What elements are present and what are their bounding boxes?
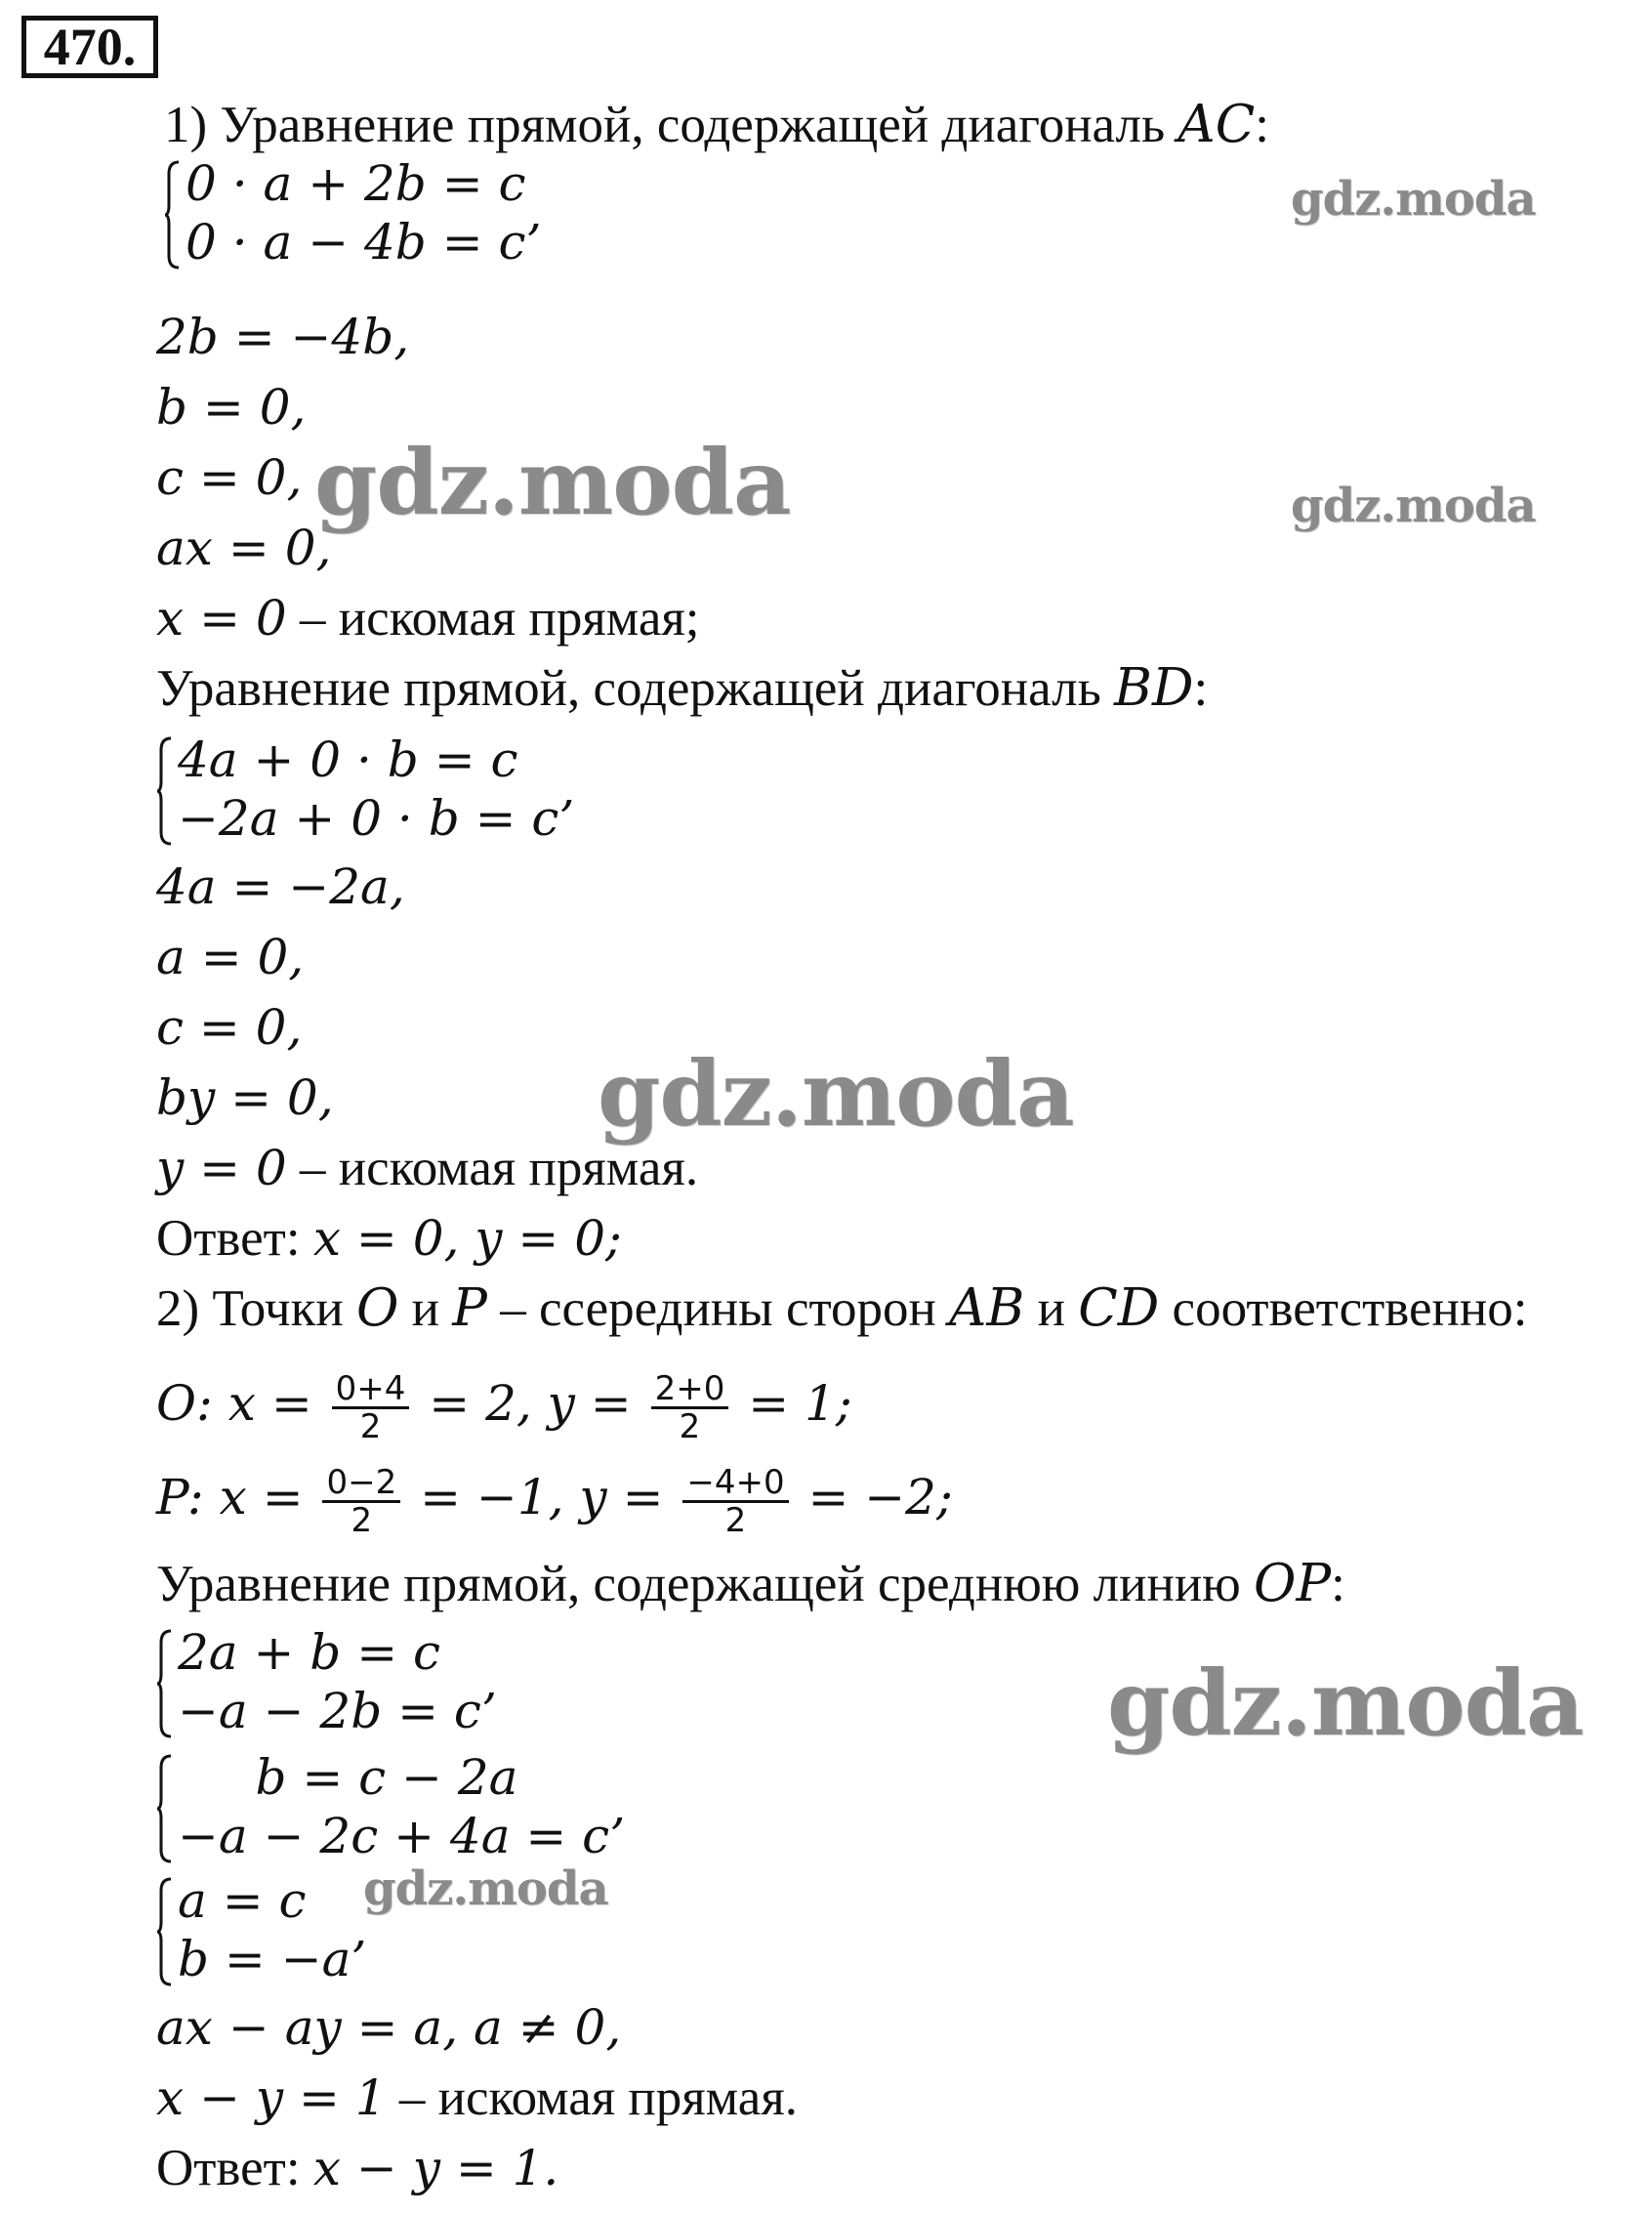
answer-label: Ответ: <box>156 1210 313 1267</box>
system-row: a = c <box>178 1872 307 1929</box>
answer-line <box>156 1209 622 1268</box>
watermark: gdz.moda <box>314 430 791 535</box>
result-line <box>156 1139 698 1197</box>
heading-text: 2) Точки <box>156 1280 356 1337</box>
step-line: 4a = −2a, <box>156 858 405 915</box>
answer-math: x = 0, y = 0; <box>312 1210 622 1267</box>
system-row: 4a + 0 · b = c <box>178 731 518 788</box>
watermark: gdz.moda <box>598 1041 1074 1147</box>
heading-var: AC <box>1177 95 1256 154</box>
result-math: x = 0 <box>156 590 287 647</box>
heading-text: Уравнение прямой, содержащей диагональ <box>156 660 1115 717</box>
watermark: gdz.moda <box>1107 1650 1584 1756</box>
formula-part: = −2; <box>792 1469 953 1525</box>
fraction <box>682 1462 788 1540</box>
midpoint-p-line <box>156 1453 953 1541</box>
fraction <box>332 1368 410 1446</box>
result-text: – искомая прямая. <box>286 1140 699 1196</box>
heading-end: : <box>1193 660 1209 717</box>
system-row: −a − 2b = c’ <box>178 1683 497 1739</box>
result-math: x − y = 1 <box>156 2069 387 2126</box>
heading-var: O <box>355 1278 399 1338</box>
fraction <box>651 1368 729 1446</box>
answer-line <box>156 2139 558 2197</box>
heading-text: и <box>1024 1280 1079 1337</box>
fraction-denominator: 2 <box>724 1500 747 1540</box>
heading-var: BD <box>1114 658 1194 718</box>
problem-number: 470. <box>21 16 158 78</box>
fraction-denominator: 2 <box>359 1406 382 1446</box>
fraction-denominator: 2 <box>351 1500 373 1540</box>
heading-text: – ссередины сторон <box>486 1280 950 1337</box>
heading-text: и <box>398 1280 453 1337</box>
watermark: gdz.moda <box>1291 172 1536 227</box>
system-row: 2a + b = c <box>178 1624 440 1681</box>
step-line: b = 0, <box>156 379 307 436</box>
brace-icon <box>164 160 180 270</box>
part1-heading <box>164 96 1269 154</box>
formula-part: = 2, y = <box>413 1375 647 1432</box>
result-text: – искомая прямая; <box>286 590 700 647</box>
step-line: a = 0, <box>156 929 305 985</box>
formula-part: = 1; <box>732 1375 852 1432</box>
part1-heading2 <box>156 659 1208 718</box>
fraction-numerator: 2+0 <box>651 1371 729 1409</box>
heading-text: Уравнение прямой, содержащей среднюю линию <box>156 1556 1255 1612</box>
system-row: −2a + 0 · b = c’ <box>178 790 575 847</box>
result-text: – искомая прямая. <box>386 2069 798 2126</box>
system-row: −a − 2c + 4a = c’ <box>178 1808 626 1864</box>
fraction <box>322 1462 400 1540</box>
brace-icon <box>156 1629 172 1738</box>
fraction-denominator: 2 <box>679 1406 701 1446</box>
formula-part: P: x = <box>156 1469 319 1525</box>
answer-label: Ответ: <box>156 2140 313 2196</box>
heading-end: : <box>1255 97 1269 153</box>
part2-heading2 <box>156 1555 1345 1613</box>
midpoint-o-line <box>156 1359 852 1447</box>
watermark: gdz.moda <box>1291 479 1536 533</box>
heading-var: CD <box>1078 1278 1160 1338</box>
result-line <box>156 589 700 647</box>
step-line: c = 0, <box>156 999 303 1056</box>
step-line: c = 0, <box>156 449 303 506</box>
part2-heading <box>156 1279 1527 1338</box>
step-line: ax = 0, <box>156 520 332 576</box>
fraction-numerator: 0+4 <box>332 1371 410 1409</box>
system-row: 0 · a + 2b = c <box>186 155 526 212</box>
step-line: by = 0, <box>156 1069 334 1126</box>
system-row: 0 · a − 4b = c’ <box>186 214 542 271</box>
result-math: y = 0 <box>156 1140 287 1196</box>
system-row: b = c − 2a <box>178 1749 518 1806</box>
step-line: 2b = −4b, <box>156 309 410 365</box>
result-line <box>156 2068 798 2127</box>
heading-end: : <box>1331 1556 1345 1612</box>
formula-part: = −1, y = <box>404 1469 680 1525</box>
brace-icon <box>156 736 172 846</box>
brace-icon <box>156 1877 172 1986</box>
watermark: gdz.moda <box>363 1861 608 1916</box>
heading-var: P <box>452 1278 487 1338</box>
heading-text: соответственно: <box>1159 1280 1528 1337</box>
fraction-numerator: 0−2 <box>322 1465 400 1503</box>
step-line: ax − ay = a, a ≠ 0, <box>156 1999 622 2056</box>
heading-text: 1) Уравнение прямой, содержащей диагональ <box>164 97 1178 153</box>
brace-icon <box>156 1754 172 1863</box>
fraction-numerator: −4+0 <box>682 1465 788 1503</box>
formula-part: O: x = <box>156 1375 328 1432</box>
heading-var: AB <box>949 1278 1025 1338</box>
heading-var: OP <box>1254 1554 1332 1613</box>
answer-math: x − y = 1. <box>312 2140 559 2196</box>
system-row: b = −a’ <box>178 1931 367 1987</box>
